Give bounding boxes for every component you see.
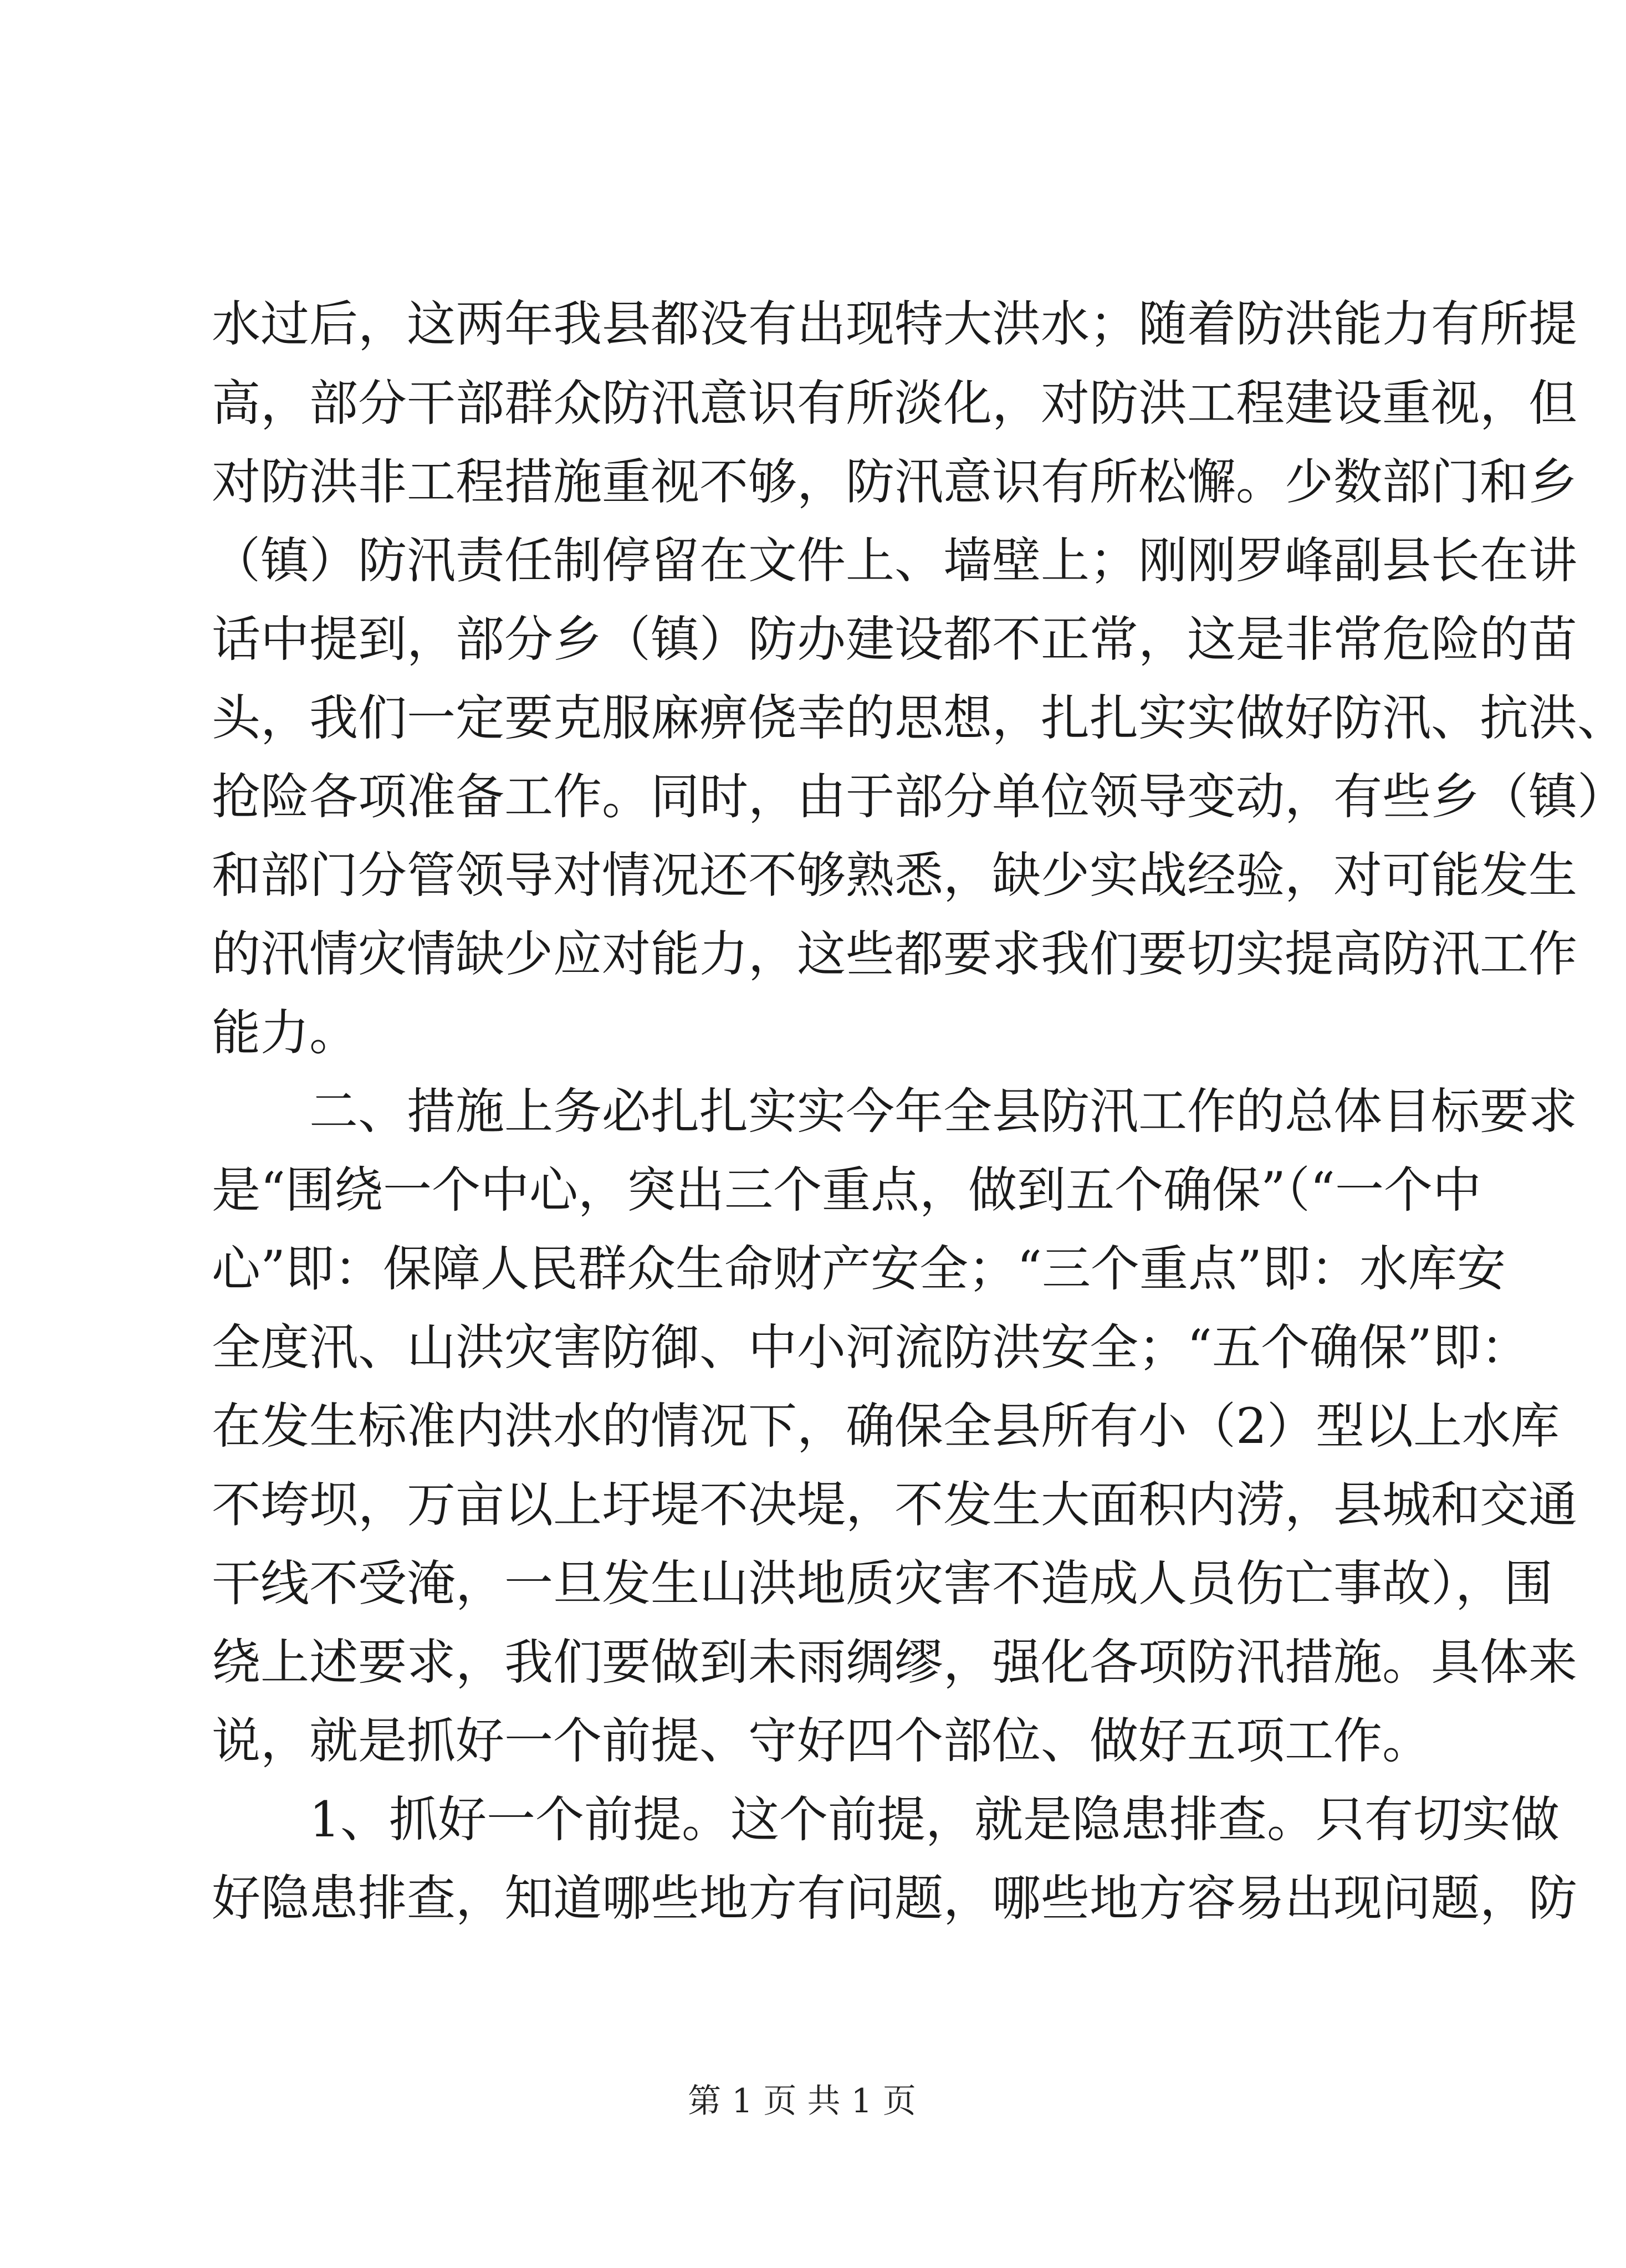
- text-line-10: 能力。: [212, 1004, 359, 1061]
- text-line-14: 全度汛、山洪灾害防御、中小河流防洪安全；“五个确保”即：: [212, 1319, 1530, 1376]
- text-line-4: （镇）防汛责任制停留在文件上、墙壁上；刚刚罗峰副县长在讲: [212, 532, 1578, 589]
- text-line-1: 水过后，这两年我县都没有出现特大洪水；随着防洪能力有所提: [212, 295, 1578, 352]
- text-line-21: 好隐患排查，知道哪些地方有问题，哪些地方容易出现问题，防: [212, 1870, 1578, 1927]
- text-line-9: 的汛情灾情缺少应对能力，这些都要求我们要切实提高防汛工作: [212, 925, 1578, 982]
- text-line-7: 抢险各项准备工作。同时，由于部分单位领导变动，有些乡（镇）: [212, 768, 1626, 825]
- text-line-19: 说，就是抓好一个前提、守好四个部位、做好五项工作。: [212, 1712, 1431, 1769]
- text-line-17: 干线不受淹，一旦发生山洪地质灾害不造成人员伤亡事故），围: [212, 1555, 1553, 1612]
- text-line-11: 二、措施上务必扎扎实实今年全县防汛工作的总体目标要求: [212, 1083, 1578, 1140]
- text-line-3: 对防洪非工程措施重视不够，防汛意识有所松懈。少数部门和乡: [212, 453, 1578, 510]
- text-line-15: 在发生标准内洪水的情况下，确保全县所有小（2）型以上水库: [212, 1397, 1559, 1455]
- text-line-8: 和部门分管领导对情况还不够熟悉，缺少实战经验，对可能发生: [212, 847, 1578, 904]
- text-line-18: 绕上述要求，我们要做到未雨绸缪，强化各项防汛措施。具体来: [212, 1634, 1578, 1691]
- text-line-12: 是“围绕一个中心，突出三个重点，做到五个确保”（“一个中: [212, 1161, 1481, 1219]
- text-line-13: 心”即：保障人民群众生命财产安全；“三个重点”即：水库安: [212, 1240, 1506, 1297]
- text-line-5: 话中提到，部分乡（镇）防办建设都不正常，这是非常危险的苗: [212, 611, 1578, 668]
- text-line-20: 1、抓好一个前提。这个前提，就是隐患排查。只有切实做: [212, 1791, 1559, 1848]
- text-line-6: 头，我们一定要克服麻痹侥幸的思想，扎扎实实做好防汛、抗洪、: [212, 689, 1626, 746]
- text-line-16: 不垮坝，万亩以上圩堤不决堤，不发生大面积内涝，县城和交通: [212, 1476, 1578, 1533]
- page-footer: 第 1 页 共 1 页: [688, 2082, 916, 2121]
- text-line-2: 高，部分干部群众防汛意识有所淡化，对防洪工程建设重视，但: [212, 375, 1578, 432]
